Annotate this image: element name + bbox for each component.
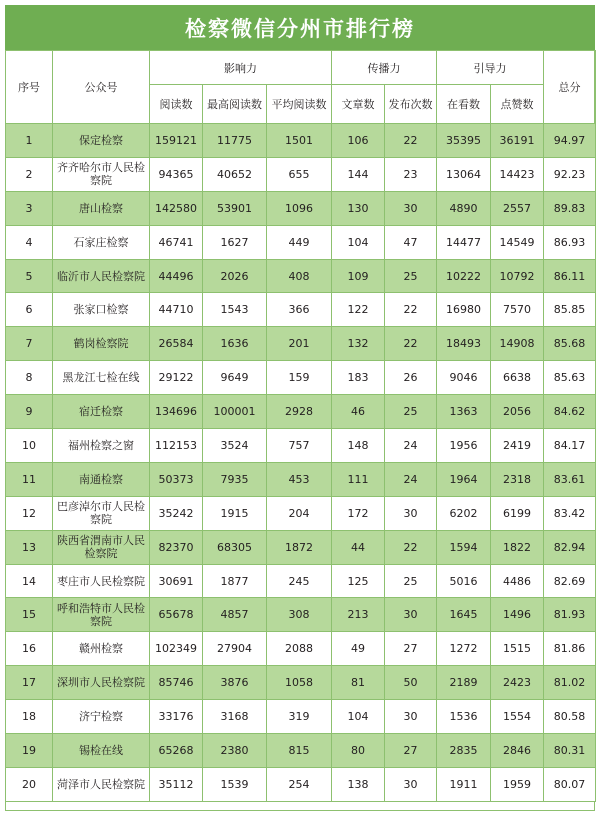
cell-watching: 1956	[437, 429, 491, 463]
cell-account: 锡检在线	[53, 734, 150, 768]
cell-likes: 6199	[491, 496, 544, 530]
cell-max-reads: 40652	[203, 157, 267, 191]
cell-likes: 14549	[491, 225, 544, 259]
cell-articles: 122	[332, 293, 385, 327]
cell-score: 80.58	[544, 700, 596, 734]
cell-seq: 13	[6, 530, 53, 564]
cell-seq: 1	[6, 124, 53, 158]
header-guidance: 引导力	[437, 51, 544, 85]
cell-watching: 9046	[437, 361, 491, 395]
cell-account: 临沂市人民检察院	[53, 259, 150, 293]
cell-account: 呼和浩特市人民检察院	[53, 598, 150, 632]
table-row	[6, 734, 596, 768]
cell-score: 84.62	[544, 395, 596, 429]
cell-score: 80.07	[544, 767, 596, 801]
header-articles: 文章数	[332, 85, 385, 124]
cell-avg-reads: 408	[267, 259, 332, 293]
cell-avg-reads: 449	[267, 225, 332, 259]
cell-max-reads: 7935	[203, 462, 267, 496]
cell-avg-reads: 453	[267, 462, 332, 496]
cell-max-reads: 100001	[203, 395, 267, 429]
cell-account: 宿迁检察	[53, 395, 150, 429]
cell-seq: 9	[6, 395, 53, 429]
cell-account: 唐山检察	[53, 191, 150, 225]
cell-account: 鹤岗检察院	[53, 327, 150, 361]
cell-reads: 65268	[150, 734, 203, 768]
header-account: 公众号	[53, 51, 150, 124]
cell-score: 86.93	[544, 225, 596, 259]
cell-reads: 50373	[150, 462, 203, 496]
cell-watching: 2835	[437, 734, 491, 768]
cell-likes: 2056	[491, 395, 544, 429]
cell-max-reads: 3876	[203, 666, 267, 700]
cell-account: 济宁检察	[53, 700, 150, 734]
cell-posts: 22	[385, 293, 437, 327]
cell-watching: 1536	[437, 700, 491, 734]
cell-score: 81.02	[544, 666, 596, 700]
cell-posts: 24	[385, 429, 437, 463]
cell-avg-reads: 308	[267, 598, 332, 632]
cell-avg-reads: 1501	[267, 124, 332, 158]
cell-seq: 2	[6, 157, 53, 191]
cell-posts: 27	[385, 632, 437, 666]
cell-watching: 1272	[437, 632, 491, 666]
cell-posts: 30	[385, 700, 437, 734]
cell-watching: 1964	[437, 462, 491, 496]
cell-reads: 29122	[150, 361, 203, 395]
cell-score: 81.93	[544, 598, 596, 632]
cell-max-reads: 68305	[203, 530, 267, 564]
cell-reads: 134696	[150, 395, 203, 429]
cell-articles: 49	[332, 632, 385, 666]
cell-seq: 3	[6, 191, 53, 225]
cell-likes: 2419	[491, 429, 544, 463]
cell-score: 85.63	[544, 361, 596, 395]
cell-score: 89.83	[544, 191, 596, 225]
cell-avg-reads: 254	[267, 767, 332, 801]
table-row	[6, 429, 596, 463]
cell-score: 85.68	[544, 327, 596, 361]
cell-likes: 6638	[491, 361, 544, 395]
cell-articles: 46	[332, 395, 385, 429]
table-row	[6, 124, 596, 158]
cell-max-reads: 9649	[203, 361, 267, 395]
table-row	[6, 666, 596, 700]
cell-posts: 47	[385, 225, 437, 259]
header-spread: 传播力	[332, 51, 437, 85]
cell-articles: 132	[332, 327, 385, 361]
cell-score: 85.85	[544, 293, 596, 327]
header-reads: 阅读数	[150, 85, 203, 124]
header-avg-reads: 平均阅读数	[267, 85, 332, 124]
cell-account: 福州检察之窗	[53, 429, 150, 463]
cell-watching: 10222	[437, 259, 491, 293]
table-row	[6, 259, 596, 293]
cell-likes: 1515	[491, 632, 544, 666]
cell-watching: 2189	[437, 666, 491, 700]
cell-likes: 2846	[491, 734, 544, 768]
cell-avg-reads: 319	[267, 700, 332, 734]
table-row	[6, 598, 596, 632]
cell-score: 82.69	[544, 564, 596, 598]
cell-score: 94.97	[544, 124, 596, 158]
header-posts: 发布次数	[385, 85, 437, 124]
cell-likes: 4486	[491, 564, 544, 598]
cell-likes: 7570	[491, 293, 544, 327]
cell-avg-reads: 655	[267, 157, 332, 191]
cell-likes: 14908	[491, 327, 544, 361]
cell-max-reads: 1636	[203, 327, 267, 361]
cell-reads: 35112	[150, 767, 203, 801]
cell-max-reads: 4857	[203, 598, 267, 632]
cell-score: 82.94	[544, 530, 596, 564]
cell-max-reads: 1539	[203, 767, 267, 801]
table-row	[6, 361, 596, 395]
table-row	[6, 462, 596, 496]
header-likes: 点赞数	[491, 85, 544, 124]
cell-seq: 12	[6, 496, 53, 530]
table-row	[6, 700, 596, 734]
cell-max-reads: 11775	[203, 124, 267, 158]
cell-watching: 35395	[437, 124, 491, 158]
cell-likes: 2318	[491, 462, 544, 496]
cell-posts: 25	[385, 395, 437, 429]
cell-seq: 4	[6, 225, 53, 259]
cell-avg-reads: 201	[267, 327, 332, 361]
cell-articles: 81	[332, 666, 385, 700]
cell-score: 83.42	[544, 496, 596, 530]
cell-score: 83.61	[544, 462, 596, 496]
cell-seq: 19	[6, 734, 53, 768]
cell-seq: 6	[6, 293, 53, 327]
cell-account: 南通检察	[53, 462, 150, 496]
cell-score: 84.17	[544, 429, 596, 463]
table-row	[6, 767, 596, 801]
table-row	[6, 632, 596, 666]
cell-score: 81.86	[544, 632, 596, 666]
header-row-group	[6, 51, 596, 85]
table-row	[6, 564, 596, 598]
cell-posts: 23	[385, 157, 437, 191]
cell-account: 齐齐哈尔市人民检察院	[53, 157, 150, 191]
cell-posts: 26	[385, 361, 437, 395]
cell-account: 菏泽市人民检察院	[53, 767, 150, 801]
cell-reads: 94365	[150, 157, 203, 191]
cell-reads: 65678	[150, 598, 203, 632]
cell-seq: 16	[6, 632, 53, 666]
cell-likes: 1959	[491, 767, 544, 801]
cell-reads: 30691	[150, 564, 203, 598]
cell-avg-reads: 2928	[267, 395, 332, 429]
cell-reads: 112153	[150, 429, 203, 463]
cell-seq: 20	[6, 767, 53, 801]
cell-posts: 30	[385, 767, 437, 801]
cell-max-reads: 1877	[203, 564, 267, 598]
cell-account: 黑龙江七检在线	[53, 361, 150, 395]
cell-max-reads: 2380	[203, 734, 267, 768]
table-row	[6, 191, 596, 225]
cell-reads: 44496	[150, 259, 203, 293]
cell-seq: 15	[6, 598, 53, 632]
cell-watching: 16980	[437, 293, 491, 327]
cell-likes: 2423	[491, 666, 544, 700]
cell-avg-reads: 1096	[267, 191, 332, 225]
cell-reads: 82370	[150, 530, 203, 564]
header-influence: 影响力	[150, 51, 332, 85]
cell-seq: 5	[6, 259, 53, 293]
cell-reads: 102349	[150, 632, 203, 666]
cell-articles: 106	[332, 124, 385, 158]
cell-articles: 172	[332, 496, 385, 530]
cell-max-reads: 1915	[203, 496, 267, 530]
cell-likes: 10792	[491, 259, 544, 293]
cell-reads: 44710	[150, 293, 203, 327]
cell-reads: 159121	[150, 124, 203, 158]
cell-likes: 14423	[491, 157, 544, 191]
cell-reads: 85746	[150, 666, 203, 700]
cell-watching: 1594	[437, 530, 491, 564]
cell-account: 石家庄检察	[53, 225, 150, 259]
cell-seq: 17	[6, 666, 53, 700]
cell-account: 巴彦淖尔市人民检察院	[53, 496, 150, 530]
cell-reads: 46741	[150, 225, 203, 259]
cell-max-reads: 3168	[203, 700, 267, 734]
table-row	[6, 293, 596, 327]
cell-reads: 142580	[150, 191, 203, 225]
cell-likes: 2557	[491, 191, 544, 225]
cell-avg-reads: 757	[267, 429, 332, 463]
cell-seq: 18	[6, 700, 53, 734]
table-row	[6, 157, 596, 191]
cell-avg-reads: 204	[267, 496, 332, 530]
cell-likes: 36191	[491, 124, 544, 158]
cell-articles: 104	[332, 225, 385, 259]
cell-avg-reads: 159	[267, 361, 332, 395]
cell-avg-reads: 1872	[267, 530, 332, 564]
cell-watching: 1911	[437, 767, 491, 801]
cell-watching: 13064	[437, 157, 491, 191]
cell-account: 保定检察	[53, 124, 150, 158]
cell-max-reads: 1543	[203, 293, 267, 327]
cell-articles: 144	[332, 157, 385, 191]
cell-watching: 1363	[437, 395, 491, 429]
cell-avg-reads: 366	[267, 293, 332, 327]
cell-articles: 148	[332, 429, 385, 463]
cell-articles: 125	[332, 564, 385, 598]
table-row	[6, 225, 596, 259]
cell-avg-reads: 815	[267, 734, 332, 768]
cell-articles: 183	[332, 361, 385, 395]
cell-reads: 33176	[150, 700, 203, 734]
cell-max-reads: 1627	[203, 225, 267, 259]
cell-seq: 14	[6, 564, 53, 598]
cell-account: 枣庄市人民检察院	[53, 564, 150, 598]
cell-posts: 30	[385, 496, 437, 530]
header-watching: 在看数	[437, 85, 491, 124]
cell-max-reads: 53901	[203, 191, 267, 225]
cell-articles: 213	[332, 598, 385, 632]
cell-score: 86.11	[544, 259, 596, 293]
cell-posts: 25	[385, 564, 437, 598]
table-row	[6, 395, 596, 429]
table-row	[6, 327, 596, 361]
header-max-reads: 最高阅读数	[203, 85, 267, 124]
cell-account: 深圳市人民检察院	[53, 666, 150, 700]
cell-posts: 25	[385, 259, 437, 293]
cell-max-reads: 2026	[203, 259, 267, 293]
cell-watching: 1645	[437, 598, 491, 632]
header-score: 总分	[544, 51, 596, 124]
cell-seq: 7	[6, 327, 53, 361]
cell-posts: 27	[385, 734, 437, 768]
cell-watching: 5016	[437, 564, 491, 598]
cell-likes: 1822	[491, 530, 544, 564]
page-title: 检察微信分州市排行榜	[5, 5, 595, 50]
cell-posts: 50	[385, 666, 437, 700]
cell-watching: 18493	[437, 327, 491, 361]
ranking-table	[5, 50, 596, 802]
cell-articles: 44	[332, 530, 385, 564]
cell-account: 赣州检察	[53, 632, 150, 666]
table-row	[6, 530, 596, 564]
cell-score: 92.23	[544, 157, 596, 191]
cell-articles: 80	[332, 734, 385, 768]
cell-posts: 24	[385, 462, 437, 496]
cell-likes: 1554	[491, 700, 544, 734]
cell-max-reads: 27904	[203, 632, 267, 666]
cell-reads: 35242	[150, 496, 203, 530]
cell-posts: 22	[385, 530, 437, 564]
cell-reads: 26584	[150, 327, 203, 361]
cell-likes: 1496	[491, 598, 544, 632]
cell-avg-reads: 2088	[267, 632, 332, 666]
cell-posts: 22	[385, 327, 437, 361]
cell-max-reads: 3524	[203, 429, 267, 463]
cell-watching: 14477	[437, 225, 491, 259]
table-row	[6, 496, 596, 530]
cell-avg-reads: 1058	[267, 666, 332, 700]
cell-posts: 30	[385, 191, 437, 225]
cell-account: 张家口检察	[53, 293, 150, 327]
cell-avg-reads: 245	[267, 564, 332, 598]
cell-watching: 6202	[437, 496, 491, 530]
cell-seq: 10	[6, 429, 53, 463]
cell-seq: 11	[6, 462, 53, 496]
cell-articles: 104	[332, 700, 385, 734]
cell-articles: 109	[332, 259, 385, 293]
cell-account: 陕西省渭南市人民检察院	[53, 530, 150, 564]
cell-score: 80.31	[544, 734, 596, 768]
cell-posts: 30	[385, 598, 437, 632]
cell-watching: 4890	[437, 191, 491, 225]
cell-articles: 111	[332, 462, 385, 496]
cell-posts: 22	[385, 124, 437, 158]
cell-articles: 138	[332, 767, 385, 801]
table-body	[6, 124, 596, 802]
header-seq: 序号	[6, 51, 53, 124]
cell-articles: 130	[332, 191, 385, 225]
cell-seq: 8	[6, 361, 53, 395]
